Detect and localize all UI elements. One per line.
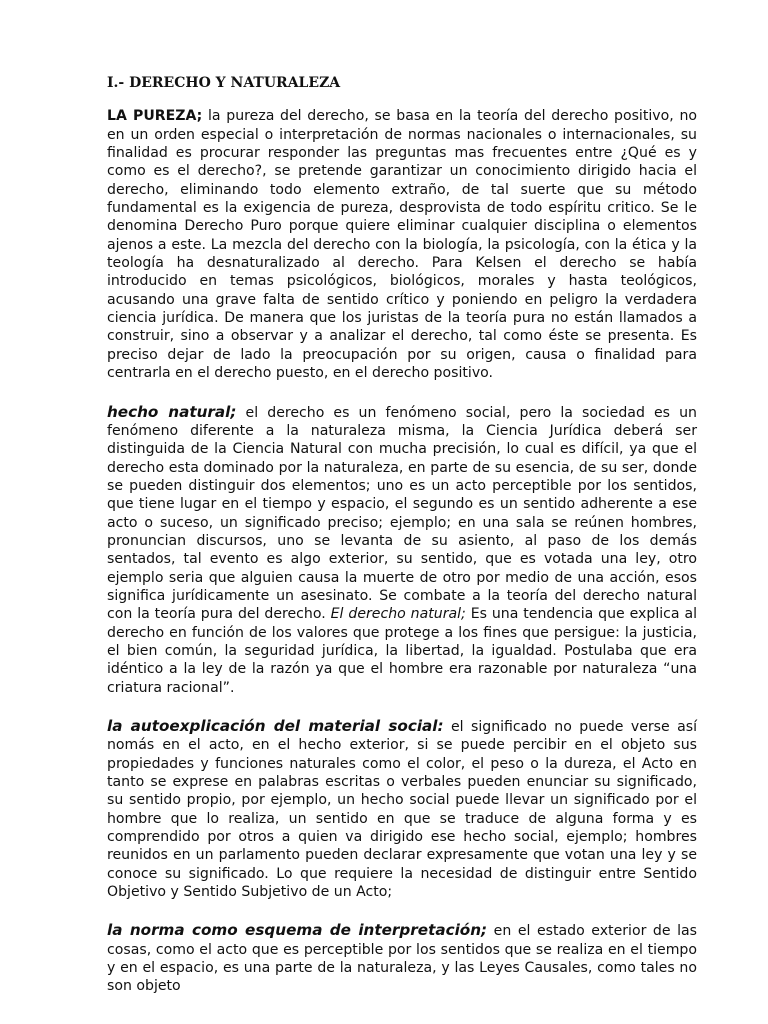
paragraph-lead-term: la autoexplicación del material social: <box>107 717 444 735</box>
paragraph-body: la pureza del derecho, se basa en la teoría del derecho positivo, no en un orden especial o interpretación de normas nacionales o internacionales, su finalidad es procurar responder las preguntas mas frecuentes entre ¿Qué es y como es el derecho?, se pretende garantizar un conocimiento dirigido hacia el derecho, eliminando todo elemento extraño, de tal suerte que su método fundamental es la exigencia de pureza, desprovista de todo espíritu critico. Se le denomina Derecho Puro porque quiere eliminar cualquier disciplina o elementos ajenos a este. La mezcla del derecho con la biología, la psicología, con la ética y la teología ha desnaturalizado al derecho. Para Kelsen el derecho se había introducido en temas psicológicos, biológicos, morales y hasta teológicos, acusando una grave falta de sentido crítico y poniendo en peligro la verdadera ciencia jurídica. De manera que los juristas de la teoría pura no están llamados a construir, sino a observar y a analizar el derecho, tal como éste se presenta. Es preciso dejar de lado la preocupación por su origen, causa o finalidad para centrarla en el derecho puesto, en el derecho positivo. <box>107 108 697 382</box>
paragraph-autoexplicacion <box>107 717 697 901</box>
paragraph-body: en el estado exterior de las cosas, como el acto que es perceptible por los sentidos que se realiza en el tiempo y en el espacio, es una parte de la naturaleza, y las Leyes Causales, como tales no son objeto <box>107 923 697 995</box>
paragraph-hecho-natural <box>107 403 697 698</box>
paragraph-body: el derecho es un fenómeno social, pero la sociedad es un fenómeno diferente a la naturaleza misma, la Ciencia Jurídica deberá ser distinguida de la Ciencia Natural con mucha precisión, lo cual es difícil, ya que el derecho esta dominado por la naturaleza, en parte de su esencia, de su ser, donde se pueden distinguir dos elementos; uno es un acto perceptible por los sentidos, que tiene lugar en el tiempo y espacio, el segundo es un sentido adherente a ese acto o suceso, un significado preciso; ejemplo; en una sala se reúnen hombres, pronuncian discursos, uno se levanta de su asiento, al paso de los demás sentados, tal evento es algo exterior, su sentido, que es votada una ley, otro ejemplo seria que alguien causa la muerte de otro por medio de una acción, esos significa jurídicamente un asesinato. Se combate a la teoría del derecho natural con la teoría pura del derecho. <box>107 404 697 623</box>
paragraph-lead-term: LA PUREZA; <box>107 108 203 125</box>
paragraph-norma-esquema <box>107 921 697 995</box>
paragraph-body-continued: Es una tendencia que explica al derecho en función de los valores que protege a los fines que persigue: la justicia, el bien común, la seguridad jurídica, la libertad, la igualdad. Postulaba que era idéntico a la ley de la razón ya que el hombre era razonable por naturaleza “una criatura racional”. <box>107 606 698 696</box>
paragraph-la-pureza <box>107 107 697 382</box>
paragraph-lead-term: hecho natural; <box>107 402 237 421</box>
document-page <box>107 74 697 1016</box>
section-heading: I.- DERECHO Y NATURALEZA <box>107 75 341 91</box>
inline-term: El derecho natural; <box>330 606 466 623</box>
paragraph-body: el significado no puede verse así nomás en el acto, en el hecho exterior, si se puede percibir en el objeto sus propiedades y funciones naturales como el color, el peso o la dureza, el Acto en tanto se exprese en palabras escritas o verbales pueden enunciar su significado, su sentido propio, por ejemplo, un hecho social puede llevar un significado por el hombre que lo realiza, un sentido en que se traduce de alguna forma y es comprendido por otros a quien va dirigido ese hecho social, ejemplo; hombres reunidos en un parlamento pueden declarar expresamente que votan una ley y se conoce su significado. Lo que requiere la necesidad de distinguir entre Sentido Objetivo y Sentido Subjetivo de un Acto; <box>107 719 697 901</box>
paragraph-lead-term: la norma como esquema de interpretación; <box>107 921 488 940</box>
